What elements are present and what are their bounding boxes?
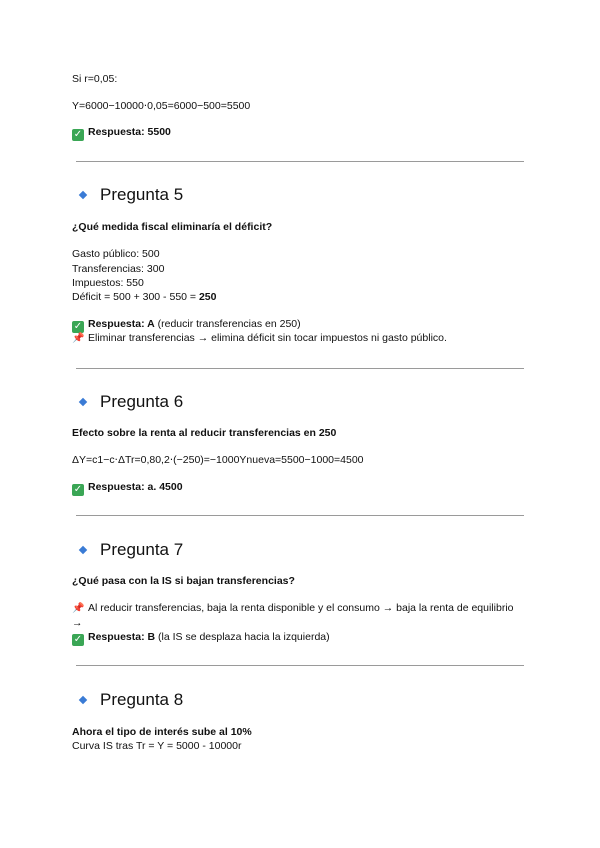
answer-rest: (la IS se desplaza hacia la izquierda) — [155, 631, 330, 643]
check-icon: ✓ — [73, 129, 83, 140]
answer-rest: (reducir transferencias en 250) — [154, 318, 301, 330]
text-curva-is: Curva IS tras Tr = Y = 5000 - 10000r — [72, 740, 242, 752]
divider — [76, 515, 524, 516]
heading-pregunta-6 — [78, 392, 183, 412]
answer-value: 5500 — [147, 126, 171, 138]
answer-label: Respuesta: a. 4500 — [88, 481, 183, 493]
heading-pregunta-7 — [78, 540, 183, 560]
note-text: Al reducir transferencias, baja la renta disponible y el consumo → baja la renta de equilibrio → — [72, 602, 514, 629]
answer-label: Respuesta: B — [88, 631, 156, 643]
text-si-r: Si r=0,05: — [72, 73, 118, 85]
answer-label: Respuesta: — [88, 126, 145, 138]
check-icon: ✓ — [73, 484, 83, 495]
divider — [76, 161, 524, 162]
heading-pregunta-5 — [78, 185, 183, 205]
deficit-value: 250 — [198, 291, 217, 303]
deficit-prefix: Déficit = 500 + 300 - 550 = — [72, 291, 199, 303]
text-impuestos: Impuestos: 550 — [72, 277, 144, 289]
diamond-bullet-icon — [79, 546, 87, 554]
text-formula-y: Y=6000−10000⋅0,05=6000−500=5500 — [72, 100, 251, 112]
text-deficit — [72, 290, 217, 304]
check-icon: ✓ — [73, 634, 83, 645]
heading-text: Pregunta 7 — [100, 540, 184, 559]
diamond-bullet-icon — [79, 191, 87, 199]
diamond-bullet-icon — [79, 398, 87, 406]
question-text: Efecto sobre la renta al reducir transferencias en 250 — [72, 427, 337, 439]
note-text: Eliminar transferencias → elimina déficit sin tocar impuestos ni gasto público. — [88, 332, 447, 344]
text-transferencias: Transferencias: 300 — [72, 263, 165, 275]
pushpin-icon: 📌 — [72, 603, 85, 614]
formula-text: ΔY=c1−c⋅ΔTr=0,80,2⋅(−250)=−1000Ynueva=5500−1000=4500 — [72, 454, 364, 466]
heading-text: Pregunta 5 — [100, 185, 184, 204]
text-gasto: Gasto público: 500 — [72, 248, 160, 260]
question-text: ¿Qué pasa con la IS si bajan transferencias? — [72, 575, 295, 587]
question-text: ¿Qué medida fiscal eliminaría el déficit? — [72, 221, 273, 233]
pushpin-icon: 📌 — [72, 333, 85, 344]
heading-text: Pregunta 8 — [100, 690, 184, 709]
answer-line — [72, 630, 330, 646]
heading-text: Pregunta 6 — [100, 392, 184, 411]
diamond-bullet-icon — [79, 696, 87, 704]
question-text: Ahora el tipo de interés sube al 10% — [72, 726, 252, 738]
note-line — [72, 331, 447, 346]
answer-line — [72, 125, 171, 141]
divider — [76, 368, 524, 369]
answer-line — [72, 480, 183, 496]
answer-label: Respuesta: A — [88, 318, 155, 330]
check-icon: ✓ — [73, 321, 83, 332]
divider — [76, 665, 524, 666]
heading-pregunta-8 — [78, 690, 183, 710]
note-line — [72, 601, 524, 630]
